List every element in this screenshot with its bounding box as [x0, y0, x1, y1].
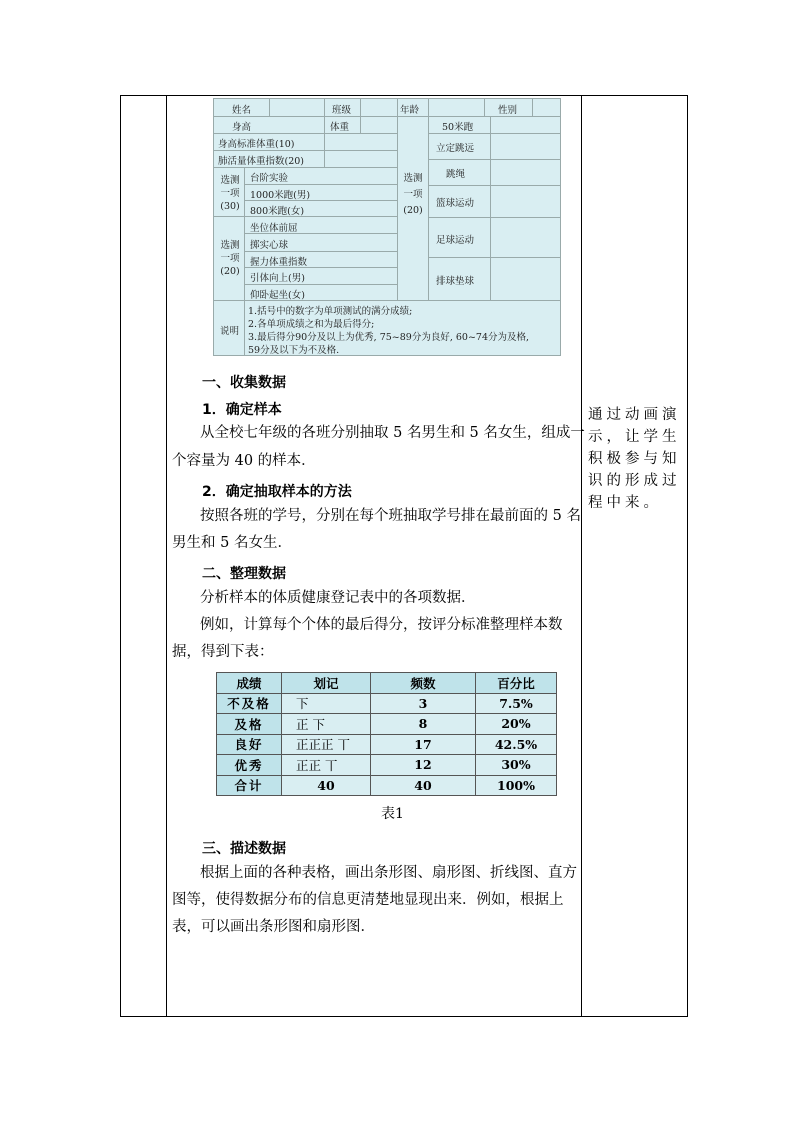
table-row	[217, 714, 557, 735]
form-item: 足球运动	[436, 235, 475, 246]
grade-cell: 不及格	[217, 693, 282, 714]
name-label: 姓名	[232, 105, 252, 116]
form-item: 立定跳远	[436, 143, 475, 154]
table-row	[217, 734, 557, 755]
tally-cell: 40	[282, 775, 371, 796]
health-registration-form	[213, 98, 561, 356]
weight-label: 体重	[330, 122, 350, 133]
column-header: 成绩	[217, 673, 282, 694]
form-item: 跳绳	[446, 169, 466, 180]
paragraph: 个容量为 40 的样本．	[172, 453, 316, 469]
note-label: 说明	[220, 326, 240, 337]
percent-cell: 42.5%	[476, 734, 557, 755]
grade-cell: 及格	[217, 714, 282, 735]
table-row	[217, 693, 557, 714]
teaching-intent-note: 通过动画演示，让学生积极参与知识的形成过程中来。	[588, 407, 681, 511]
grade-cell: 合计	[217, 775, 282, 796]
frequency-cell: 8	[371, 714, 476, 735]
column-divider-1	[166, 96, 167, 1016]
form-item: 身高标准体重(10)	[218, 139, 295, 150]
subheading-method: 2．确定抽取样本的方法	[202, 484, 352, 500]
percent-cell: 7.5%	[476, 693, 557, 714]
column-header: 划记	[282, 673, 371, 694]
note-line: 1.括号中的数字为单项测试的满分成绩;	[248, 306, 413, 317]
age-label: 年龄	[400, 105, 420, 116]
note-line: 2.各单项成绩之和为最后得分;	[248, 319, 375, 330]
note-line: 3.最后得分90分及以上为优秀, 75~89分为良好, 60~74分为及格,	[248, 332, 530, 343]
tally-cell: 下	[282, 693, 371, 714]
percent-cell: 20%	[476, 714, 557, 735]
paragraph: 图等，使得数据分布的信息更清楚地显现出来．例如，根据上	[172, 892, 564, 908]
frequency-cell: 12	[371, 755, 476, 776]
form-item: 仰卧起坐(女)	[250, 290, 305, 301]
tally-cell: 正正正 丅	[282, 734, 371, 755]
form-item: 台阶实验	[250, 173, 289, 184]
section-heading-collect: 一、收集数据	[202, 375, 286, 391]
table-caption: 表1	[381, 806, 404, 822]
frequency-cell: 17	[371, 734, 476, 755]
form-item: 掷实心球	[250, 240, 289, 251]
frequency-cell: 40	[371, 775, 476, 796]
grade-cell: 优秀	[217, 755, 282, 776]
percent-cell: 100%	[476, 775, 557, 796]
gender-label: 性别	[498, 105, 518, 116]
table-row	[217, 775, 557, 796]
form-item: 50米跑	[442, 122, 474, 133]
paragraph: 据，得到下表：	[172, 644, 274, 660]
paragraph: 根据上面的各种表格，画出条形图、扇形图、折线图、直方	[200, 865, 577, 881]
frequency-cell: 3	[371, 693, 476, 714]
class-label: 班级	[332, 105, 352, 116]
column-divider-2	[581, 96, 582, 1016]
paragraph: 从全校七年级的各班分别抽取 5 名男生和 5 名女生，组成一	[200, 425, 585, 441]
group1-label: 选测一项(30)	[220, 175, 240, 212]
percent-cell: 30%	[476, 755, 557, 776]
form-item: 排球垫球	[436, 276, 475, 287]
section-heading-organize: 二、整理数据	[202, 566, 286, 582]
table-row	[217, 755, 557, 776]
form-item: 肺活量体重指数(20)	[218, 156, 305, 167]
group2-label: 选测一项(20)	[220, 240, 240, 277]
table-header-row	[217, 673, 557, 694]
tally-cell: 正正 丅	[282, 755, 371, 776]
paragraph: 表，可以画出条形图和扇形图．	[172, 919, 375, 935]
tally-cell: 正 下	[282, 714, 371, 735]
subheading-sample: 1．确定样本	[202, 402, 282, 418]
paragraph: 男生和 5 名女生．	[172, 535, 292, 551]
paragraph: 按照各班的学号，分别在每个班抽取学号排在最前面的 5 名	[200, 508, 581, 524]
form-item: 1000米跑(男)	[250, 190, 311, 201]
column-header: 百分比	[476, 673, 557, 694]
paragraph: 例如，计算每个个体的最后得分，按评分标准整理样本数	[200, 617, 563, 633]
grade-cell: 良好	[217, 734, 282, 755]
section-heading-describe: 三、描述数据	[202, 841, 286, 857]
form-item: 引体向上(男)	[250, 273, 305, 284]
form-item: 篮球运动	[436, 198, 475, 209]
height-label: 身高	[232, 122, 252, 133]
form-item: 握力体重指数	[250, 257, 308, 268]
score-table	[216, 672, 557, 796]
form-item: 坐位体前屈	[250, 223, 298, 234]
group3-label: 选测一项(20)	[403, 173, 423, 216]
form-item: 800米跑(女)	[250, 206, 305, 217]
paragraph: 分析样本的体质健康登记表中的各项数据．	[200, 590, 476, 606]
column-header: 频数	[371, 673, 476, 694]
note-line: 59分及以下为不及格.	[248, 345, 340, 356]
